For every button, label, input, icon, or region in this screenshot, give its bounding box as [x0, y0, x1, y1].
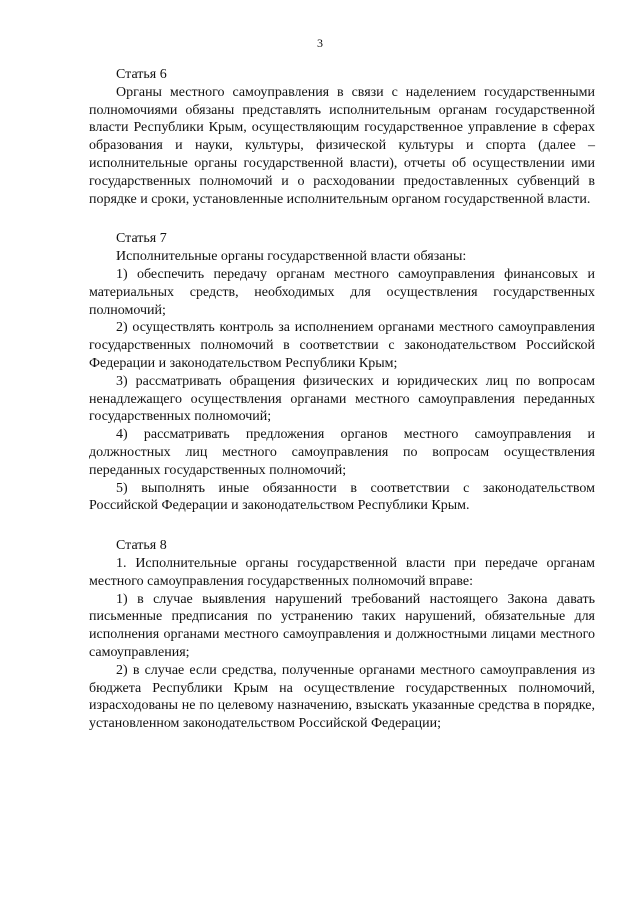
article-list-item: 2) в случае если средства, полученные органами местного самоуправления из бюджета Республики Крым на осуществление государственных полномочий, израсходованы не по целевому назначению, взыскать указанные средства в порядке, установленном законодательством Российской Федерации; [89, 662, 595, 732]
article-list-item: 2) осуществлять контроль за исполнением органами местного самоуправления государственных полномочий в соответствии с законодательством Российской Федерации и законодательством Республики Крым; [89, 320, 595, 371]
article-7 [89, 230, 595, 515]
article-8 [89, 537, 595, 733]
article-paragraph: 1. Исполнительные органы государственной власти при передаче органам местного самоуправления государственных полномочий вправе: [89, 555, 595, 589]
article-list-item: 1) в случае выявления нарушений требований настоящего Закона давать письменные предписания по устранению таких нарушений, обязательные для исполнения органами местного самоуправления и должностными лицами местного самоуправления; [89, 591, 595, 660]
article-list-item: 4) рассматривать предложения органов местного самоуправления и должностных лиц местного самоуправления по вопросам осуществления переданных государственных полномочий; [89, 427, 595, 478]
article-paragraph: Органы местного самоуправления в связи с наделением государственными полномочиями обязаны представлять исполнительным органам государственной власти Республики Крым, осуществляющим государственное управление в сферах образования и науки, культуры, физической культуры и спорта (далее – исполнительные органы государственной власти), отчеты об осуществлении ими государственных полномочий и о расходовании предоставленных субвенций в порядке и сроки, установленные исполнительным органом государственной власти. [89, 84, 595, 207]
article-list-item: 3) рассматривать обращения физических и юридических лиц по вопросам ненадлежащего осуществления органами местного самоуправления переданных государственных полномочий; [89, 373, 595, 425]
article-heading: Статья 7 [116, 231, 167, 247]
article-6 [89, 66, 595, 208]
page-number: 3 [317, 36, 323, 50]
article-list-item: 1) обеспечить передачу органам местного самоуправления финансовых и материальных средств, необходимых для осуществления государственных полномочий; [89, 266, 595, 318]
document-body [89, 66, 595, 733]
article-heading: Статья 8 [116, 538, 167, 554]
article-heading: Статья 6 [116, 67, 167, 82]
article-paragraph: Исполнительные органы государственной власти обязаны: [116, 249, 467, 265]
article-list-item: 5) выполнять иные обязанности в соответствии с законодательством Российской Федерации и законодательством Республики Крым. [89, 480, 595, 514]
